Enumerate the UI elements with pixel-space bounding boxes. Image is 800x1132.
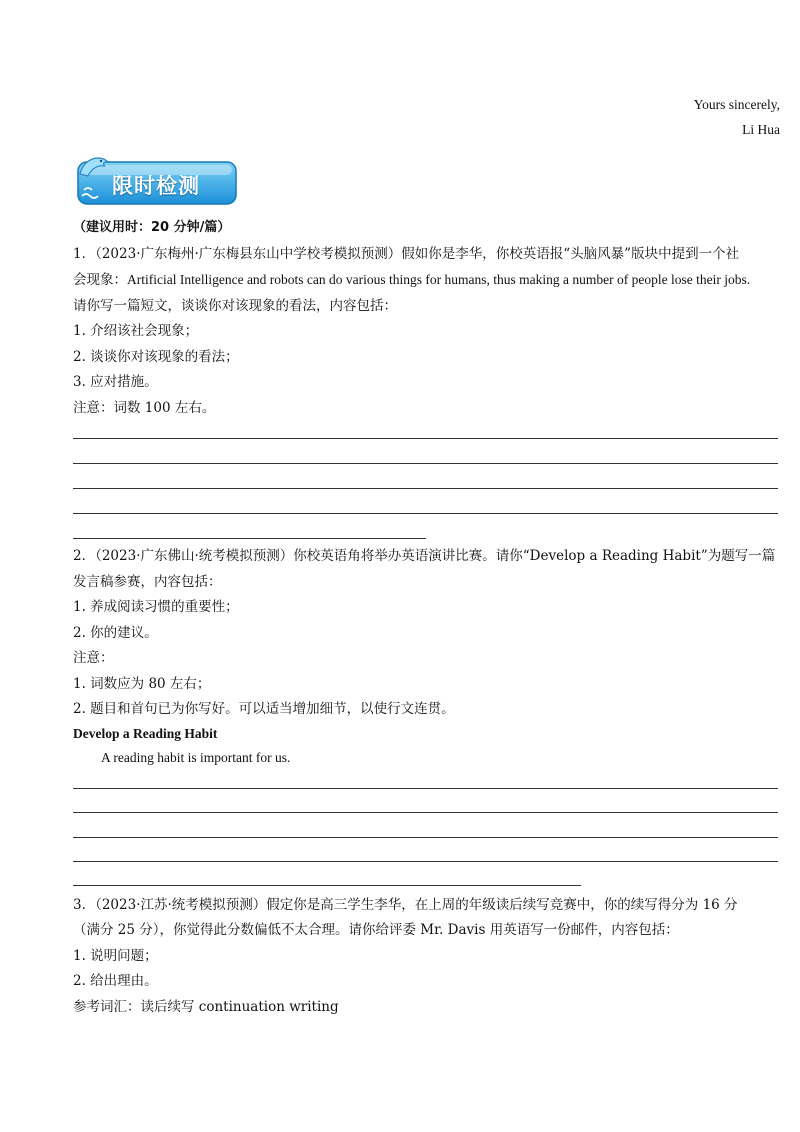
q1-note: 注意：词数 100 左右。 xyxy=(73,400,216,416)
q1-item-3: 3. 应对措施。 xyxy=(73,374,158,390)
q1-prompt-line1: 1．（2023·广东梅州·广东梅县东山中学校考模拟预测）假如你是李华，你校英语报“头脑风暴”版块中提到一个社 xyxy=(73,246,740,262)
q1-item-1: 1. 介绍该社会现象； xyxy=(73,323,199,339)
section-badge-label: 限时检测 xyxy=(112,174,200,198)
q2-prompt-line1: 2．（2023·广东佛山·统考模拟预测）你校英语角将举办英语演讲比赛。请你“Develop a Reading Habit”为题写一篇 xyxy=(73,548,776,564)
q2-note-label: 注意： xyxy=(73,650,114,666)
answer-line[interactable] xyxy=(73,837,778,838)
q2-prompt-line2: 发言稿参赛，内容包括： xyxy=(73,574,222,590)
answer-line[interactable] xyxy=(73,463,778,464)
q2-note-2: 2. 题目和首句已为你写好。可以适当增加细节，以使行文连贯。 xyxy=(73,701,455,717)
answer-line[interactable] xyxy=(73,788,778,789)
q3-item-2: 2. 给出理由。 xyxy=(73,973,158,989)
signature-name: Li Hua xyxy=(742,122,780,137)
q3-prompt-line1: 3．（2023·江苏·统考模拟预测）假定你是高三学生李华，在上周的年级读后续写竞赛中，你的续写得分为 16 分 xyxy=(73,897,738,913)
q3-vocab: 参考词汇：读后续写 continuation writing xyxy=(73,999,339,1015)
closing-phrase: Yours sincerely, xyxy=(693,97,780,112)
q1-item-2: 2. 谈谈你对该现象的看法； xyxy=(73,349,239,365)
section-badge xyxy=(72,152,240,208)
q3-item-1: 1. 说明问题； xyxy=(73,948,158,964)
essay-first-sentence: A reading habit is important for us. xyxy=(101,750,291,765)
q2-item-1: 1. 养成阅读习惯的重要性； xyxy=(73,599,239,615)
answer-line[interactable] xyxy=(73,538,426,539)
answer-line[interactable] xyxy=(73,812,778,813)
q1-prompt-line3: 请你写一篇短文，谈谈你对该现象的看法，内容包括： xyxy=(73,298,397,314)
q2-item-2: 2. 你的建议。 xyxy=(73,625,158,641)
answer-line[interactable] xyxy=(73,513,778,514)
answer-line[interactable] xyxy=(73,438,778,439)
q2-note-1: 1. 词数应为 80 左右； xyxy=(73,676,211,692)
answer-line[interactable] xyxy=(73,861,778,862)
q3-prompt-line2: （满分 25 分），你觉得此分数偏低不太合理。请你给评委 Mr. Davis 用英语写一份邮件，内容包括： xyxy=(73,922,679,938)
suggested-time: （建议用时：20 分钟/篇） xyxy=(73,220,231,235)
answer-line[interactable] xyxy=(73,885,581,886)
answer-line[interactable] xyxy=(73,488,778,489)
essay-title: Develop a Reading Habit xyxy=(73,726,218,741)
q1-prompt-line2: 会现象：Artificial Intelligence and robots can do various things for humans, thus making a number of people lose their jobs. xyxy=(73,272,751,287)
